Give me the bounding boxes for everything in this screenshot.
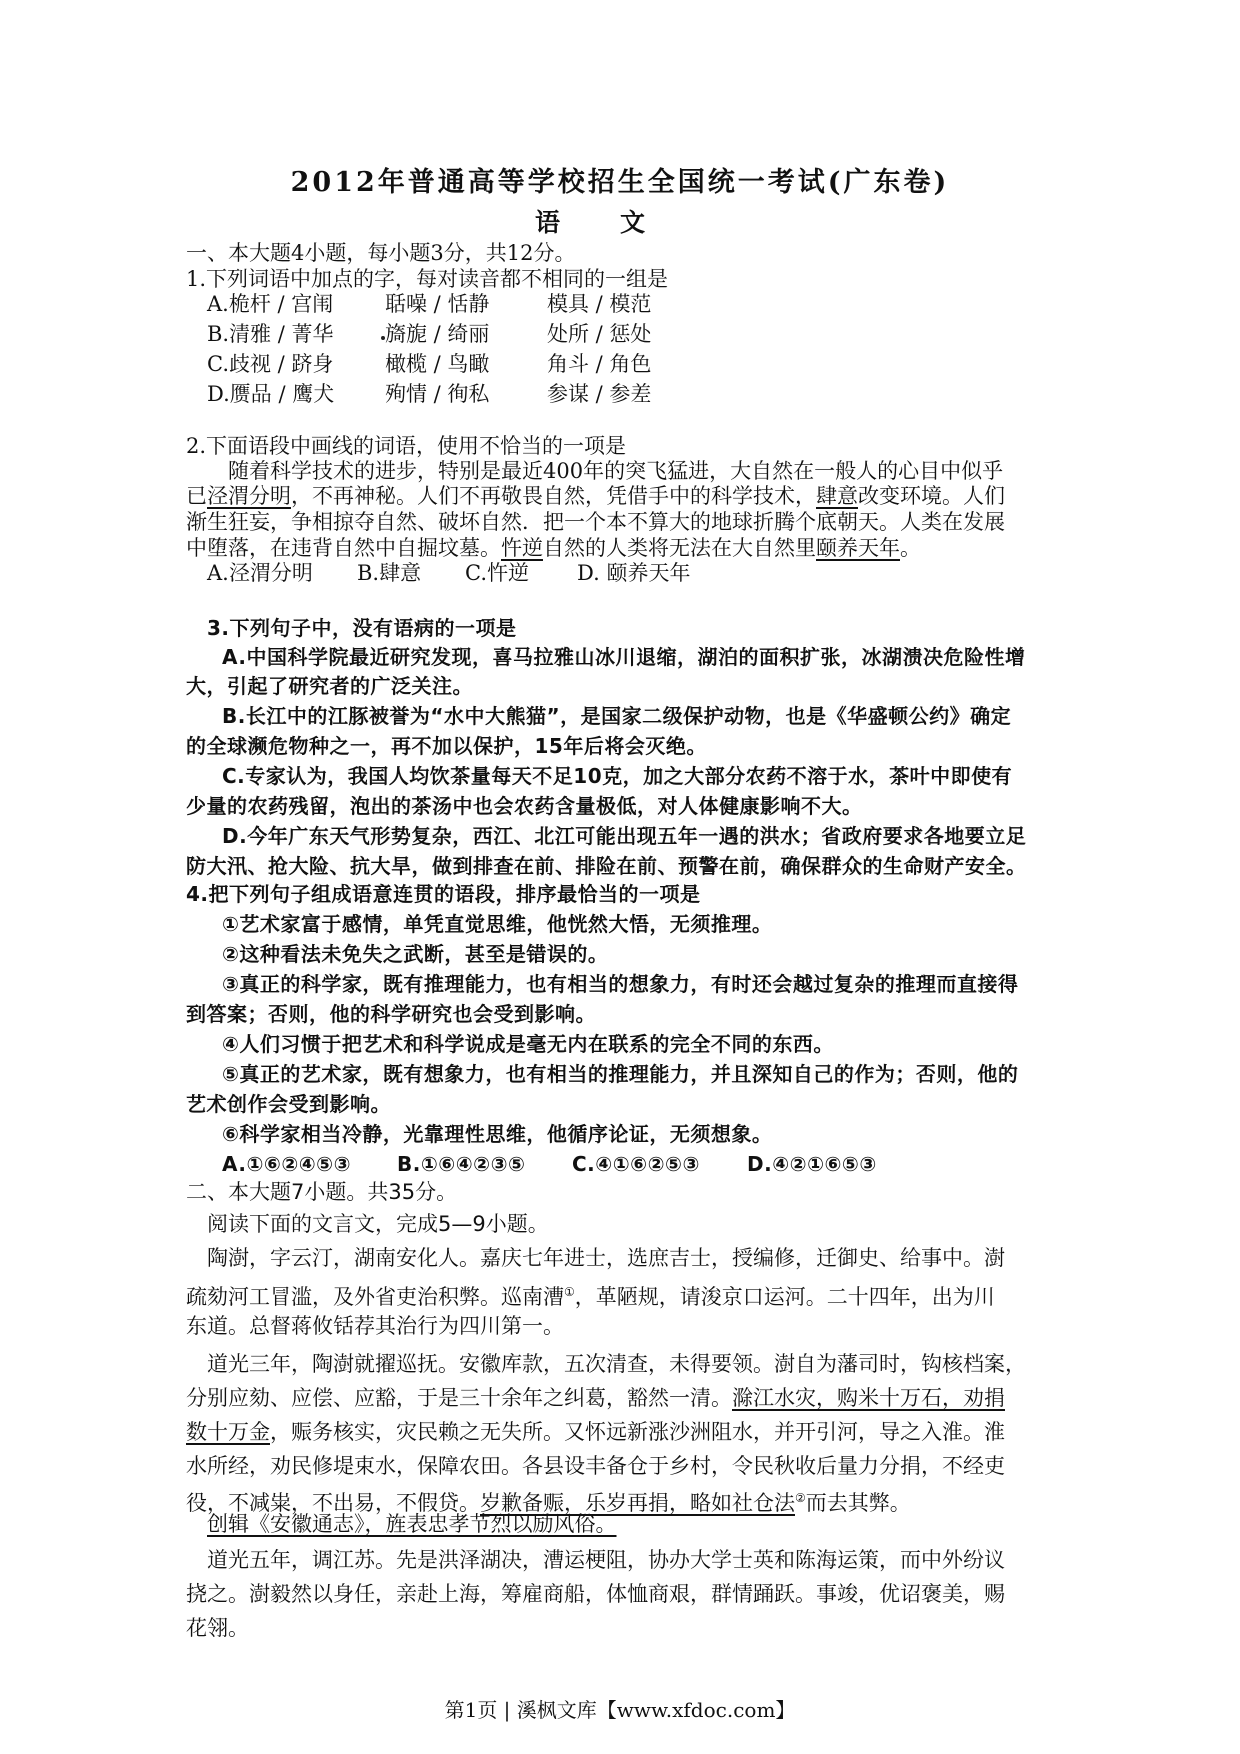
q2-para-line1: 随着科学技术的进步，特别是最近400年的突飞猛进，大自然在一般人的心目中似乎 [228, 459, 1004, 483]
q1-d-3: 参谋 / 参差 [547, 382, 652, 406]
passage-line [186, 1384, 1086, 1412]
q1-c-3: 角斗 / 角色 [547, 352, 652, 376]
q4-line: ④人们习惯于把艺术和科学说成是毫无内在联系的完全不同的东西。 [222, 1032, 834, 1056]
q1-option-b [207, 320, 1107, 348]
q2-option-a: A.泾渭分明 [207, 561, 313, 585]
passage-underlined: 创辑《安徽通志》，旌表忠孝节烈以励风俗。 [207, 1512, 617, 1536]
passage-line: 道光五年，调江苏。先是洪泽湖决，漕运梗阻，协办大学士英和陈海运策，而中外纷议 [207, 1548, 1005, 1572]
q3-stem: 3.下列句子中，没有语病的一项是 [207, 616, 517, 640]
q3-line: 防大汛、抢大险、抗大旱，做到排查在前、排险在前、预警在前，确保群众的生命财产安全。 [186, 854, 1027, 878]
q1-d-2: 殉情 / 徇私 [385, 382, 490, 406]
q4-line: ①艺术家富于感情，单凭直觉思维，他恍然大悟，无须推理。 [222, 912, 773, 936]
q2-para-line3: 渐生狂妄，争相掠夺自然、破坏自然．把一个本不算大的地球折腾个底朝天。人类在发展 [186, 510, 1005, 534]
passage-text: 分别应劾、应偿、应豁，于是三十余年之纠葛，豁然一清。 [186, 1386, 732, 1410]
q1-option-a [207, 290, 1107, 318]
q2-options [207, 559, 1107, 587]
passage-underlined: 数十万金 [186, 1420, 270, 1444]
q2-underlined-2: 肆意 [816, 484, 858, 508]
q4-options [222, 1150, 1122, 1178]
q3-line: D.今年广东天气形势复杂，西江、北江可能出现五年一遇的洪水；省政府要求各地要立足 [222, 824, 1027, 848]
q4-option-a: A.①⑥②④⑤③ [222, 1152, 352, 1176]
q1-stem: 1.下列词语中加点的字，每对读音都不相同的一组是 [186, 267, 669, 291]
q3-line: 的全球濒危物种之一，再不加以保护，15年后将会灭绝。 [186, 734, 707, 758]
section1-heading: 一、本大题4小题，每小题3分，共12分。 [186, 241, 576, 265]
q3-line: 大，引起了研究者的广泛关注。 [186, 674, 473, 698]
q4-line: 到答案；否则，他的科学研究也会受到影响。 [186, 1002, 596, 1026]
passage-line: 东道。总督蒋攸铦荐其治行为四川第一。 [186, 1314, 564, 1338]
q2-para-line2 [186, 482, 1086, 510]
footnote-marker: ① [564, 1285, 575, 1299]
q4-line: ②这种看法未免失之武断，甚至是错误的。 [222, 942, 609, 966]
footnote-marker: ② [795, 1491, 806, 1505]
q1-a-1: A.桅杆 / 宫闱 [207, 292, 334, 316]
passage-line [186, 1418, 1086, 1446]
q1-option-c [207, 350, 1107, 378]
subject-title: 语文 [534, 208, 705, 237]
page-footer: 第1页 | 溪枫文库【www.xfdoc.com】 [444, 1698, 796, 1722]
passage-line: 挠之。澍毅然以身任，亲赴上海，筹雇商船，体恤商艰，群情踊跃。事竣，优诏褒美，赐 [186, 1582, 1005, 1606]
passage-line: 花翎。 [186, 1616, 249, 1640]
section2-intro: 阅读下面的文言文，完成5—9小题。 [207, 1212, 549, 1236]
passage-text: ，革陋规，请浚京口运河。二十四年，出为川 [574, 1285, 995, 1309]
passage-text: 役，不减粜，不出易，不假贷。 [186, 1491, 480, 1515]
passage-text: ，赈务核实，灾民赖之无失所。又怀远新涨沙洲阻水，并开引河，导之入淮。淮 [270, 1420, 1005, 1444]
q2-underlined-3: 忤逆 [501, 536, 543, 560]
passage-text: 而去其弊。 [805, 1491, 911, 1515]
q1-b-2: 旖旎 / 绮丽 [385, 322, 490, 346]
q2-underlined-1: 泾渭分明 [207, 484, 291, 508]
q4-option-b: B.①⑥④②③⑤ [397, 1152, 526, 1176]
q4-option-d: D.④②①⑥⑤③ [747, 1152, 877, 1176]
q3-line: C.专家认为，我国人均饮茶量每天不足10克，加之大部分农药不溶于水，茶叶中即使有 [222, 764, 1013, 788]
q2-option-c: C.忤逆 [465, 561, 529, 585]
q2-para-line4 [186, 534, 1086, 562]
q3-line: B.长江中的江豚被誉为“水中大熊猫”，是国家二级保护动物，也是《华盛顿公约》确定 [222, 704, 1012, 728]
q3-line: A.中国科学院最近研究发现，喜马拉雅山冰川退缩，湖泊的面积扩张，冰湖溃决危险性增 [222, 645, 1026, 669]
q2-option-d: D. 颐养天年 [577, 561, 691, 585]
q2-underlined-4: 颐养天年 [816, 536, 900, 560]
document-title: 2012年普通高等学校招生全国统一考试(广东卷) [290, 167, 950, 198]
q1-b-1: B.清雅 / 菁华 [207, 322, 334, 346]
q4-line: ③真正的科学家，既有推理能力，也有相当的想象力，有时还会越过复杂的推理而直接得 [222, 972, 1019, 996]
q4-line: ⑥科学家相当冷静，光靠理性思维，他循序论证，无须想象。 [222, 1122, 773, 1146]
q2-text: 自然的人类将无法在大自然里 [543, 536, 816, 560]
q1-d-1: D.赝品 / 鹰犬 [207, 382, 335, 406]
q1-option-d [207, 380, 1107, 408]
q2-text: 已 [186, 484, 207, 508]
q1-a-2: 聒噪 / 恬静 [385, 292, 490, 316]
q1-c-1: C.歧视 / 跻身 [207, 352, 334, 376]
passage-text: 疏劾河工冒滥，及外省吏治积弊。巡南漕 [186, 1285, 564, 1309]
q3-line: 少量的农药残留，泡出的茶汤中也会农药含量极低，对人体健康影响不大。 [186, 794, 863, 818]
q1-c-2: 橄榄 / 鸟瞰 [385, 352, 490, 376]
passage-line [186, 1278, 1086, 1311]
q4-line: 艺术创作会受到影响。 [186, 1092, 391, 1116]
q4-stem: 4.把下列句子组成语意连贯的语段，排序最恰当的一项是 [186, 882, 701, 906]
q4-option-c: C.④①⑥②⑤③ [572, 1152, 700, 1176]
passage-line [207, 1510, 1107, 1538]
q2-text: 。 [900, 536, 921, 560]
q2-text: 改变环境。人们 [858, 484, 1005, 508]
q2-text: ，不再神秘。人们不再敬畏自然，凭借手中的科学技术， [291, 484, 816, 508]
section2-heading: 二、本大题7小题。共35分。 [186, 1180, 458, 1204]
q2-text: 中堕落，在违背自然中自掘坟墓。 [186, 536, 501, 560]
q4-line: ⑤真正的艺术家，既有想象力，也有相当的推理能力，并且深知自己的作为；否则，他的 [222, 1062, 1019, 1086]
q2-option-b: B.肆意 [357, 561, 422, 585]
q2-stem: 2.下面语段中画线的词语，使用不恰当的一项是 [186, 434, 627, 458]
q1-a-3: 模具 / 模范 [547, 292, 652, 316]
q1-b-3: 处所 / 惩处 [547, 322, 652, 346]
passage-line: 道光三年，陶澍就擢巡抚。安徽库款，五次清查，未得要领。澍自为藩司时，钩核档案， [207, 1352, 1026, 1376]
passage-line: 陶澍，字云汀，湖南安化人。嘉庆七年进士，选庶吉士，授编修，迁御史、给事中。澍 [207, 1246, 1005, 1270]
passage-underlined: 滁江水灾，购米十万石，劝捐 [732, 1386, 1005, 1410]
passage-line: 水所经，劝民修堤束水，保障农田。各县设丰备仓于乡村，令民秋收后量力分捐，不经吏 [186, 1454, 1005, 1478]
passage-underlined: 岁歉备赈，乐岁再捐，略如社仓法 [480, 1491, 795, 1515]
emphasis-dot [381, 336, 385, 340]
